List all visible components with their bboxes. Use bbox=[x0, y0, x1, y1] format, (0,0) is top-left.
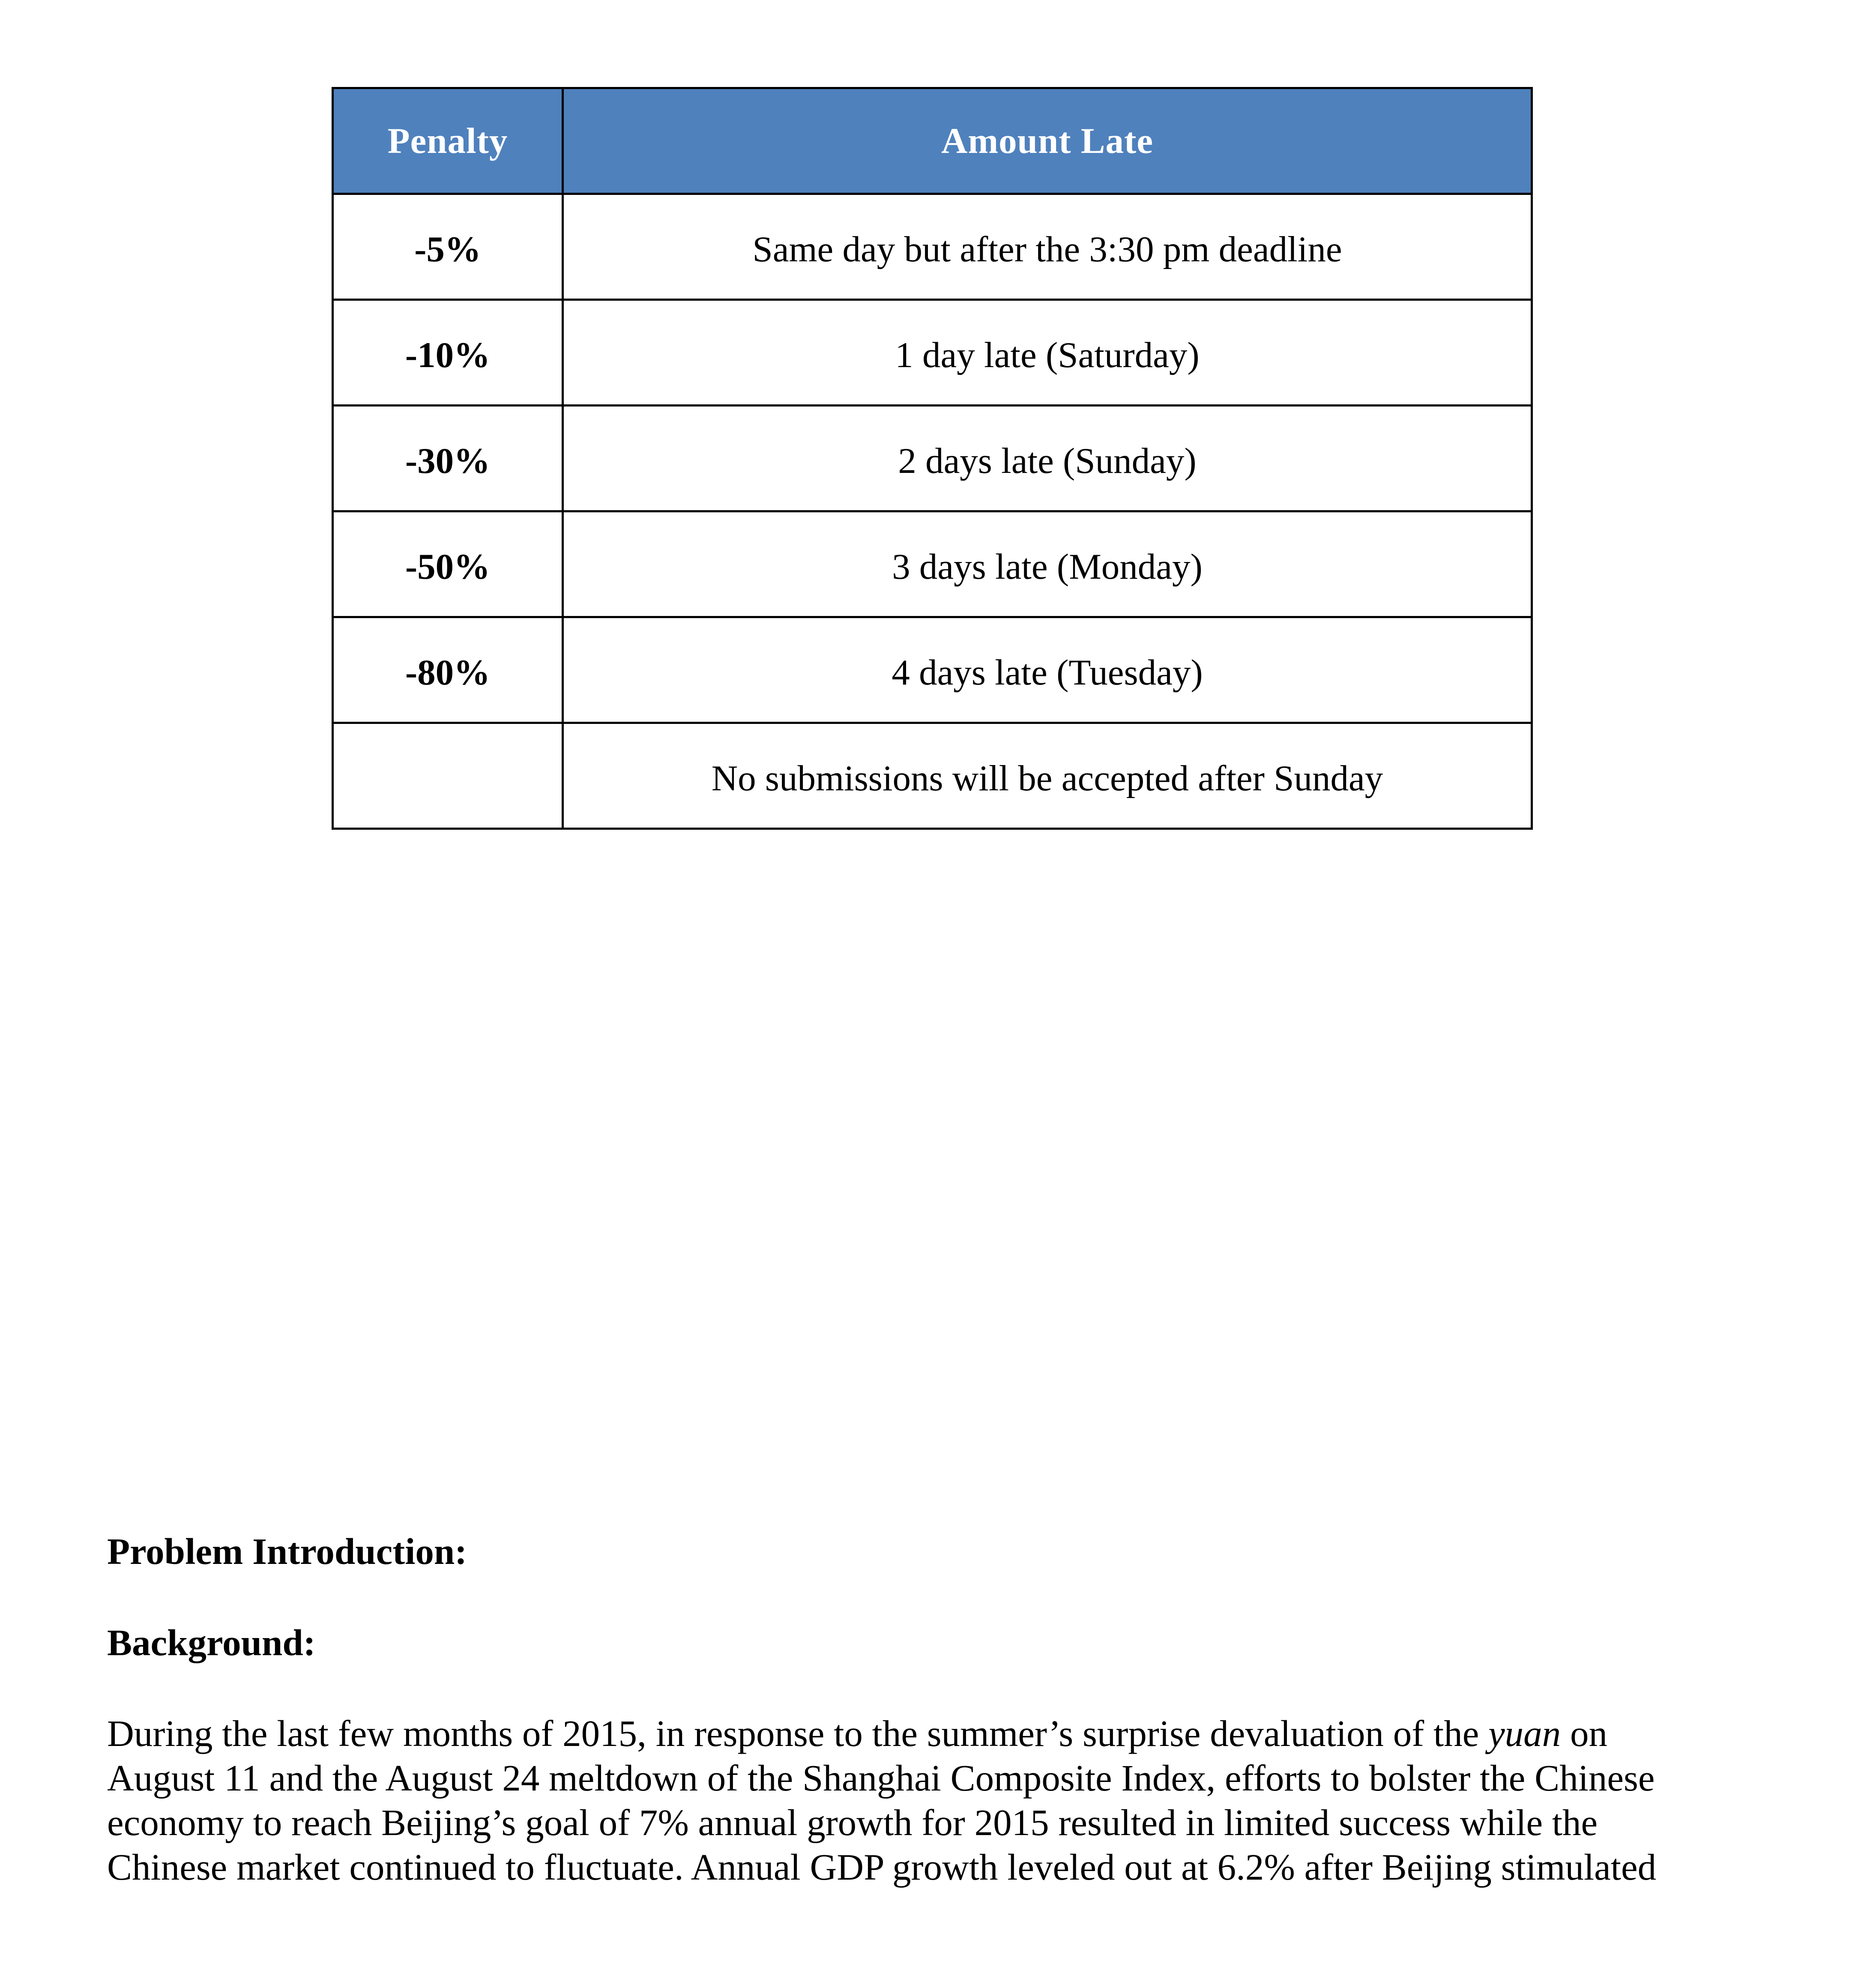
background-paragraph bbox=[107, 1711, 1799, 1889]
penalty-cell: -30% bbox=[333, 406, 563, 511]
amount-late-cell: 4 days late (Tuesday) bbox=[563, 617, 1532, 723]
amount-late-cell: No submissions will be accepted after Sunday bbox=[563, 723, 1532, 829]
table-row bbox=[333, 300, 1532, 406]
penalty-cell: -5% bbox=[333, 194, 563, 300]
table-row bbox=[333, 511, 1532, 617]
late-penalty-table bbox=[332, 87, 1533, 830]
amount-late-cell: 1 day late (Saturday) bbox=[563, 300, 1532, 406]
yuan-emphasis: yuan bbox=[1488, 1713, 1561, 1754]
background-heading: Background: bbox=[107, 1622, 316, 1663]
penalty-cell bbox=[333, 723, 563, 829]
table-header-row bbox=[333, 88, 1532, 194]
penalty-cell: -80% bbox=[333, 617, 563, 723]
paragraph-line: economy to reach Beijing’s goal of 7% annual growth for 2015 resulted in limited success while the bbox=[107, 1802, 1598, 1843]
header-amount-late: Amount Late bbox=[563, 88, 1532, 194]
paragraph-line: During the last few months of 2015, in response to the summer’s surprise devaluation of the yuan on bbox=[107, 1713, 1607, 1754]
problem-introduction-heading: Problem Introduction: bbox=[107, 1531, 467, 1572]
amount-late-cell: 2 days late (Sunday) bbox=[563, 406, 1532, 511]
penalty-cell: -50% bbox=[333, 511, 563, 617]
penalty-cell: -10% bbox=[333, 300, 563, 406]
table-row bbox=[333, 194, 1532, 300]
paragraph-line: August 11 and the August 24 meltdown of the Shanghai Composite Index, efforts to bolster the Chinese bbox=[107, 1757, 1655, 1799]
amount-late-cell: 3 days late (Monday) bbox=[563, 511, 1532, 617]
amount-late-cell: Same day but after the 3:30 pm deadline bbox=[563, 194, 1532, 300]
table-row bbox=[333, 617, 1532, 723]
table-row bbox=[333, 723, 1532, 829]
header-penalty: Penalty bbox=[333, 88, 563, 194]
table-row bbox=[333, 406, 1532, 511]
paragraph-line: Chinese market continued to fluctuate. Annual GDP growth leveled out at 6.2% after Beijing stimulated bbox=[107, 1846, 1657, 1888]
